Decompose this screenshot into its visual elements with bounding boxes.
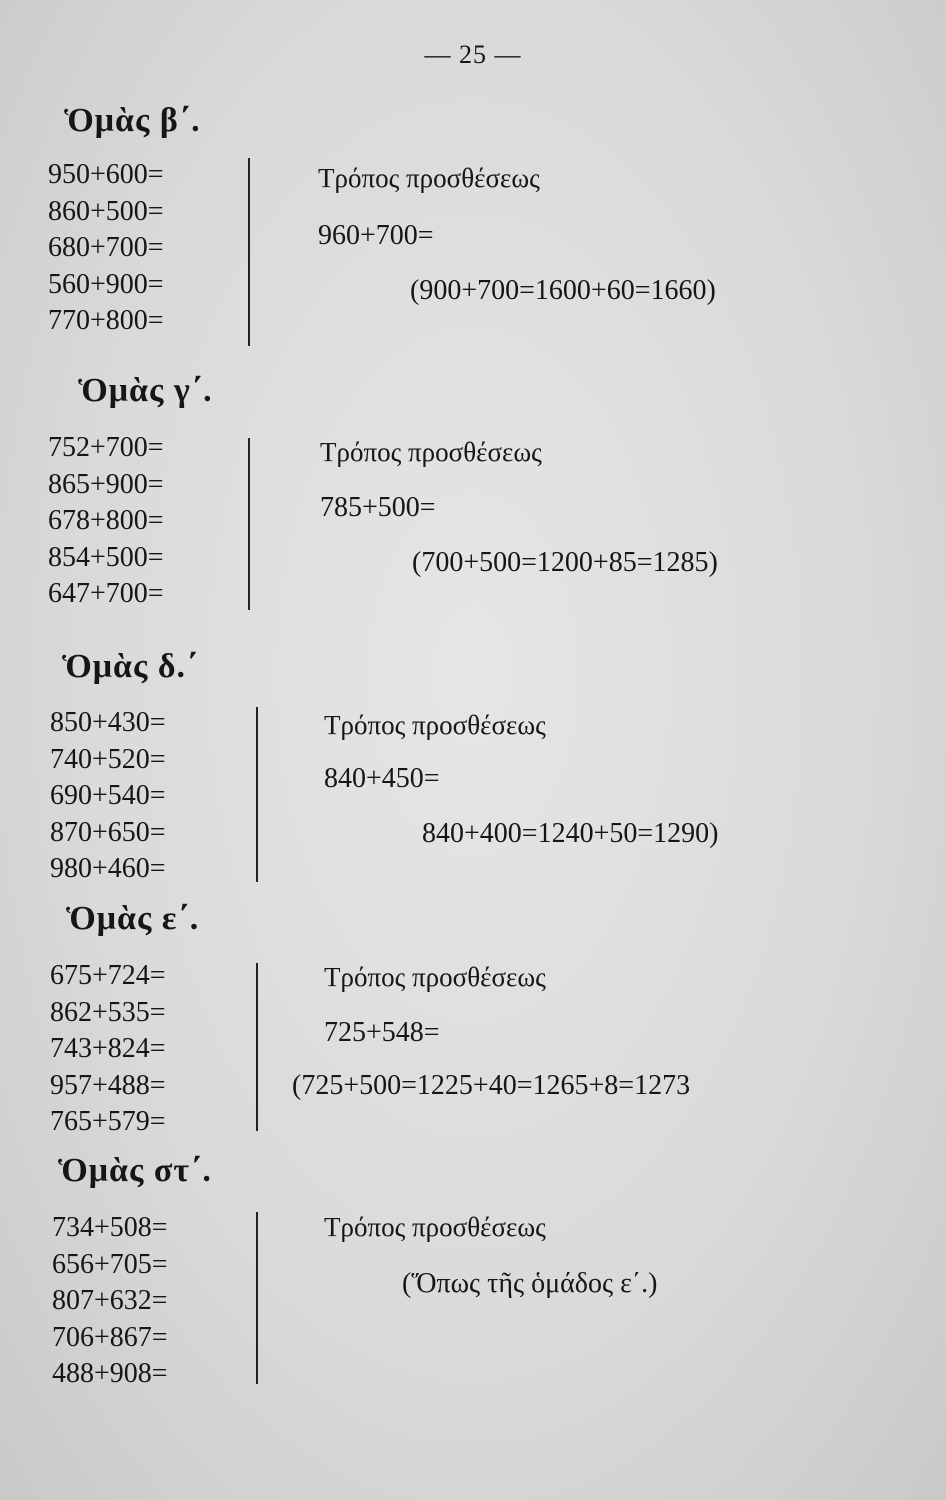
vertical-divider <box>256 1212 258 1384</box>
method-example: 725+548= <box>324 1017 440 1048</box>
exercise-list <box>48 430 164 613</box>
group-title: Ὁμὰς δ.΄ <box>62 648 199 685</box>
exercise-item: 950+600= <box>48 159 164 190</box>
vertical-divider <box>248 438 250 610</box>
exercise-item: 706+867= <box>52 1321 168 1353</box>
exercise-item: 743+824= <box>50 1033 166 1064</box>
exercise-item: 488+908= <box>52 1358 168 1389</box>
vertical-divider <box>256 707 258 882</box>
exercise-item: 957+488= <box>50 1069 166 1101</box>
exercise-item: 870+650= <box>50 816 166 848</box>
exercise-item: 752+700= <box>48 432 164 463</box>
exercise-list <box>50 705 166 888</box>
method-example: 840+450= <box>324 763 440 794</box>
vertical-divider <box>248 158 250 346</box>
method-example: 960+700= <box>318 220 434 251</box>
exercise-list <box>52 1210 168 1393</box>
method-solution: (Ὅπως τῆς ὁμάδος ε΄.) <box>402 1268 658 1299</box>
method-title: Τρόπος προσθέσεως <box>320 437 542 467</box>
group-title: Ὁμὰς στ΄. <box>58 1152 212 1189</box>
method-solution: 840+400=1240+50=1290) <box>422 818 719 849</box>
group-title: Ὁμὰς γ΄. <box>78 372 213 409</box>
method-title: Τρόπος προσθέσεως <box>318 163 540 193</box>
exercise-item: 680+700= <box>48 232 164 263</box>
exercise-item: 740+520= <box>50 743 166 775</box>
exercise-item: 560+900= <box>48 268 164 300</box>
group-title: Ὁμὰς β΄. <box>64 102 201 139</box>
exercise-item: 678+800= <box>48 505 164 536</box>
group-title: Ὁμὰς ε΄. <box>66 900 200 937</box>
method-solution: (725+500=1225+40=1265+8=1273 <box>292 1070 691 1101</box>
exercise-list <box>48 157 164 340</box>
exercise-item: 675+724= <box>50 960 166 991</box>
exercise-item: 860+500= <box>48 195 164 227</box>
exercise-item: 690+540= <box>50 780 166 811</box>
exercise-list <box>50 958 166 1141</box>
exercise-item: 807+632= <box>52 1285 168 1316</box>
exercise-item: 850+430= <box>50 707 166 738</box>
exercise-item: 862+535= <box>50 996 166 1028</box>
vertical-divider <box>256 963 258 1131</box>
method-title: Τρόπος προσθέσεως <box>324 962 546 992</box>
exercise-item: 765+579= <box>50 1106 166 1137</box>
exercise-item: 865+900= <box>48 468 164 500</box>
exercise-item: 647+700= <box>48 578 164 609</box>
exercise-item: 734+508= <box>52 1212 168 1243</box>
exercise-item: 980+460= <box>50 853 166 884</box>
exercise-item: 656+705= <box>52 1248 168 1280</box>
page-number: — 25 — <box>424 40 522 69</box>
exercise-item: 770+800= <box>48 305 164 336</box>
method-solution: (700+500=1200+85=1285) <box>412 547 718 578</box>
exercise-item: 854+500= <box>48 541 164 573</box>
method-example: 785+500= <box>320 492 436 523</box>
method-title: Τρόπος προσθέσεως <box>324 710 546 740</box>
method-solution: (900+700=1600+60=1660) <box>410 275 716 306</box>
method-title: Τρόπος προσθέσεως <box>324 1212 546 1242</box>
